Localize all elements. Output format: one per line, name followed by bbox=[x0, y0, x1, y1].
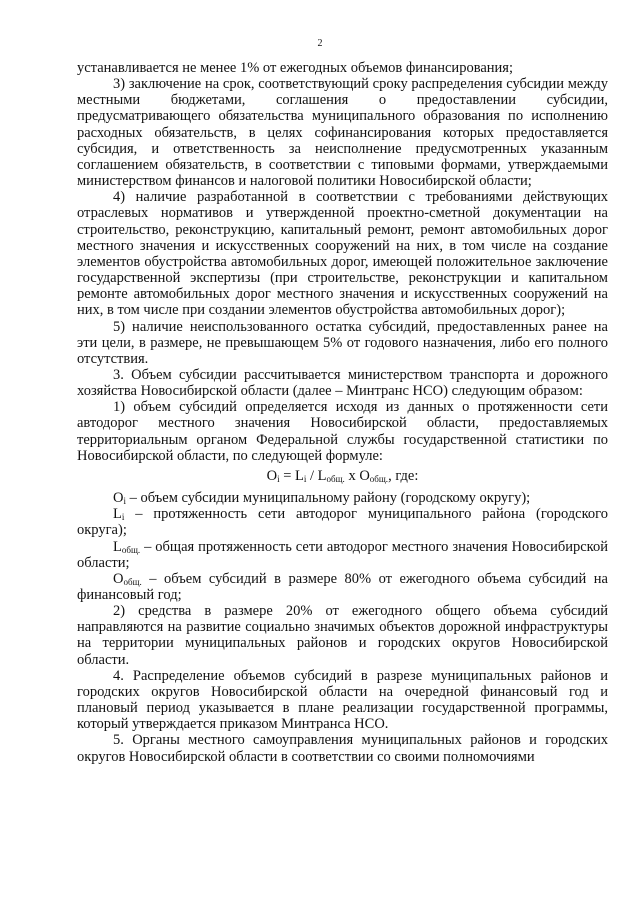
paragraph-item-3: 3) заключение на срок, соответствующий сроку распределения субсидии между местными бюджетами, соглашения о предоставлении субсидии, предусматривающего обязательства муниципального образования по исполнению расходных обязательств, в целях софинансирования которых предоставляется субсидия, и ответственность за неисполнение предусмотренных указанным соглашением обязательств, в соответствии с типовыми формами, утверждаемыми министерством финансов и налоговой политики Новосибирской области; bbox=[77, 76, 608, 190]
document-body bbox=[77, 60, 608, 765]
paragraph-subitem-2: 2) средства в размере 20% от ежегодного общего объема субсидий направляются на развитие социально значимых объектов дорожной инфраструктуры на территории муниципальных районов и городских округов Новосибирской области. bbox=[77, 603, 608, 668]
paragraph-section-3: 3. Объем субсидии рассчитывается министерством транспорта и дорожного хозяйства Новосибирской области (далее – Минтранс НСО) следующим образом: bbox=[77, 366, 608, 400]
page-number: 2 bbox=[317, 38, 323, 49]
paragraph-section-4: 4. Распределение объемов субсидий в разрезе муниципальных районов и городских округов Новосибирской области на очередной финансовый год и плановый период указывается в плане реализации государственной программы, который утверждается приказом Минтранса НСО. bbox=[77, 667, 608, 733]
subsidy-formula: $O_i = L_i / L_{общ.}$ x $O_{общ.}$, где: bbox=[266, 467, 419, 484]
definition-oi: $O_i$ – объем субсидии муниципальному району (городскому округу); bbox=[113, 490, 531, 507]
definition-li: $L_i$ – протяженность сети автодорог муниципального района (городского округа); bbox=[77, 506, 608, 539]
paragraph-item-4: 4) наличие разработанной в соответствии с требованиями действующих отраслевых нормативов и утвержденной проектно-сметной документации на строительство, реконструкцию, капитальный ремонт, ремонт автомобильных дорог местного значения и искусственных сооружений на них, в том числе на создание элементов обустройства автомобильных дорог, имеющей положительное заключение государственной экспертизы (при строительстве, реконструкции и капитальном ремонте автомобильных дорог местного значения и искусственных сооружений на них, в том числе при создании элементов обустройства автомобильных дорог); bbox=[77, 189, 608, 319]
definition-oobsh: $O_{общ.}$ – объем субсидий в размере 80% от ежегодного объема субсидий на финансовый год; bbox=[77, 570, 608, 603]
paragraph-subitem-1: 1) объем субсидий определяется исходя из данных о протяженности сети автодорог местного значения Новосибирской области, предоставляемых территориальным органом Федеральной службы государственной статистики по Новосибирской области, по следующей формуле: bbox=[77, 399, 608, 464]
definition-lobsh: $L_{общ.}$ – общая протяженность сети автодорог местного значения Новосибирской области; bbox=[77, 538, 608, 571]
paragraph-continuation: устанавливается не менее 1% от ежегодных объемов финансирования; bbox=[77, 60, 513, 76]
paragraph-section-5: 5. Органы местного самоуправления муниципальных районов и городских округов Новосибирской области в соответствии со своими полномочиями bbox=[77, 732, 608, 765]
paragraph-item-5: 5) наличие неиспользованного остатка субсидий, предоставленных ранее на эти цели, в размере, не превышающем 5% от годового назначения, либо его полного отсутствия. bbox=[77, 318, 608, 367]
